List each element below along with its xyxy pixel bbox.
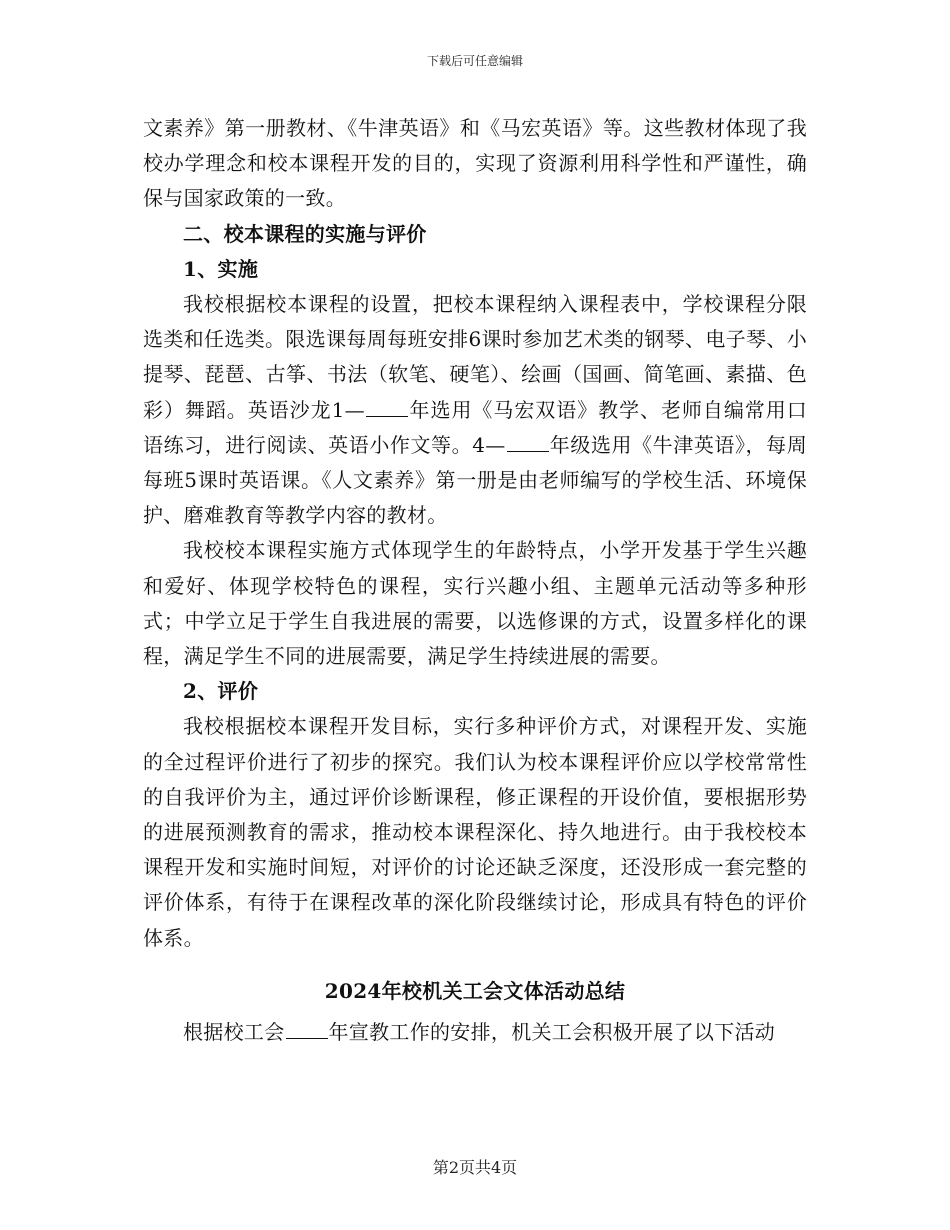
document-body <box>143 111 807 1050</box>
text-segment: 根据校工会 <box>183 1020 285 1045</box>
fill-blank <box>366 397 408 417</box>
fill-blank <box>507 432 549 452</box>
paragraph-implementation-method: 我校校本课程实施方式体现学生的年龄特点，小学开发基于学生兴趣和爱好、体现学校特色的课程，实行兴趣小组、主题单元活动等多种形式；中学立足于学生自我进展的需要，以选修课的方式，设置多样化的课程，满足学生不同的进展需要，满足学生持续进展的需要。 <box>143 538 807 669</box>
paragraph-union-activities <box>143 1015 807 1050</box>
page-footer: 第2页共4页 <box>432 1158 518 1177</box>
subsection-heading-implementation: 1、实施 <box>183 256 259 281</box>
paragraph-materials-continued: 文素养》第一册教材、《牛津英语》和《马宏英语》等。这些教材体现了我校办学理念和校本课程开发的目的，实现了资源利用科学性和严谨性，确保与国家政策的一致。 <box>143 116 807 211</box>
paragraph-evaluation: 我校根据校本课程开发目标，实行多种评价方式，对课程开发、实施的全过程评价进行了初步的探究。我们认为校本课程评价应以学校常常性的自我评价为主，通过评价诊断课程，修正课程的开设价值，要根据形势的进展预测教育的需求，推动校本课程深化、持久地进行。由于我校校本课程开发和实施时间短，对评价的讨论还缺乏深度，还没形成一套完整的评价体系，有待于在课程改革的深化阶段继续讨论，形成具有特色的评价体系。 <box>143 714 807 950</box>
section-heading-implementation-evaluation: 二、校本课程的实施与评价 <box>183 221 427 246</box>
subsection-heading-evaluation: 2、评价 <box>183 679 259 704</box>
fill-blank <box>286 1019 328 1039</box>
document-title: 2024年校机关工会文体活动总结 <box>324 978 626 1003</box>
text-segment: 年级选用《牛津英语》，每周每班5课时英语课。《人文素养》第一册是由老师编写的学校生活、环境保护、磨难教育等教学内容的教材。 <box>143 432 808 528</box>
page-header: 下载后可任意编辑 <box>426 54 523 68</box>
text-segment: 年选用《马宏双语》教学、老师自编常用口语练习，进行阅读、英语小作文等。4— <box>143 397 808 457</box>
text-segment: 年宣教工作的安排，机关工会积极开展了以下活动 <box>328 1020 776 1045</box>
paragraph-course-schedule <box>143 287 807 533</box>
text-segment: 我校根据校本课程的设置，把校本课程纳入课程表中，学校课程分限选类和任选类。限选课每周每班安排6课时参加艺术类的钢琴、电子琴、小提琴、琵琶、古筝、书法（软笔、硬笔）、绘画（国画、简笔画、素描、色彩）舞蹈。英语沙龙1— <box>143 292 807 422</box>
